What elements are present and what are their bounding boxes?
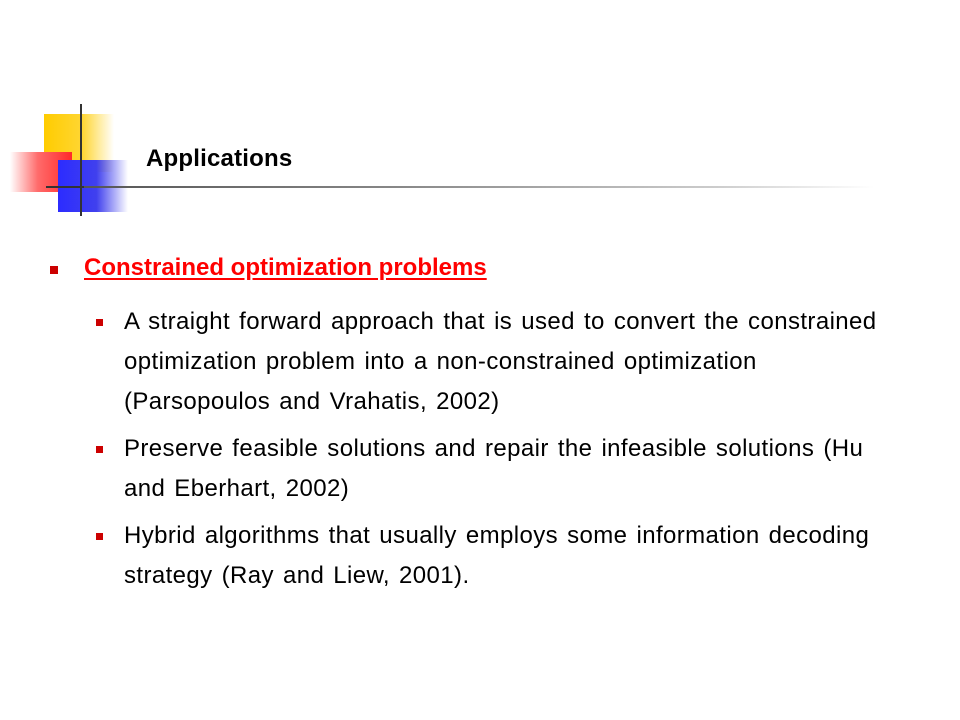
bullet-point-text: A straight forward approach that is used to convert the constrained optimization problem into a non-constrained optimization (Parsopoulos and Vrahatis, 2002) xyxy=(124,308,877,415)
square-bullet-icon xyxy=(96,319,103,326)
section-heading-link[interactable]: Constrained optimization problems xyxy=(84,254,487,281)
bullet-point-text: Preserve feasible solutions and repair the infeasible solutions (Hu and Eberhart, 2002) xyxy=(124,435,864,502)
square-bullet-icon xyxy=(50,266,58,274)
slide-title: Applications xyxy=(146,145,293,172)
square-bullet-icon xyxy=(96,533,103,540)
square-bullet-icon xyxy=(96,446,103,453)
bullet-point-text: Hybrid algorithms that usually employs some information decoding strategy (Ray and Liew, 2001). xyxy=(124,522,870,589)
